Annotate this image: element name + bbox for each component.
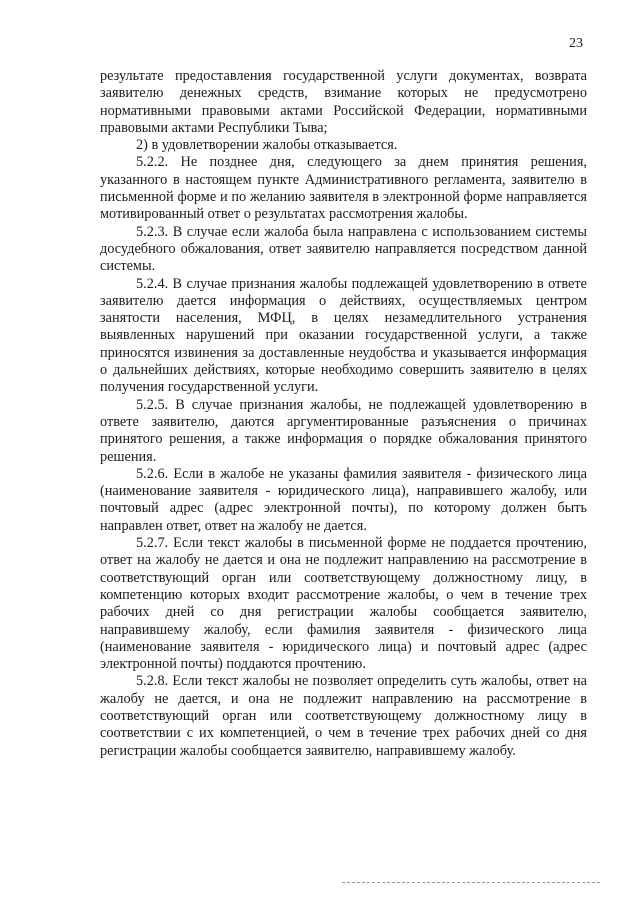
paragraph-refusal: 2) в удовлетворении жалобы отказывается. (136, 137, 398, 154)
paragraph-5-2-7: 5.2.7. Если текст жалобы в письменной форме не поддается прочтению, ответ на жалобу не дается и она не подлежит направлению на рассмотрение в соответствующий орган или соответствующему должностному лицу, в компетенцию которых входит рассмотрение жалобы, о чем в течение трех рабочих дней со дня регистрации жалобы сообщается заявителю, направившему жалобу, если фамилия заявителя - физического лица (наименование заявителя - юридического лица) и почтовый адрес (адрес электронной почты) поддаются прочтению. (100, 535, 587, 673)
paragraph-5-2-8: 5.2.8. Если текст жалобы не позволяет определить суть жалобы, ответ на жалобу не дается, и она не подлежит направлению на рассмотрение в соответствующий орган или соответствующему должностному лицу в соответствии с их компетенцией, о чем в течение трех рабочих дней со дня регистрации жалобы сообщается заявителю, направившему жалобу. (100, 673, 587, 759)
paragraph-5-2-4: 5.2.4. В случае признания жалобы подлежащей удовлетворению в ответе заявителю дается информация о действиях, осуществляемых центром занятости населения, МФЦ, в целях незамедлительного устранения выявленных нарушений при оказании государственной услуги, а также приносятся извинения за доставленные неудобства и указывается информация о дальнейших действиях, которые необходимо совершить заявителю в целях получения государственной услуги. (100, 275, 587, 396)
paragraph-5-2-6: 5.2.6. Если в жалобе не указаны фамилия заявителя - физического лица (наименование заявителя - юридического лица), направившего жалобу, или почтовый адрес (адрес электронной почты), по которому должен быть направлен ответ, ответ на жалобу не дается. (100, 465, 587, 534)
footer-divider (342, 882, 600, 883)
paragraph-continuation: результате предоставления государственной услуги документах, возврата заявителю денежных средств, взимание которых не предусмотрено нормативными правовыми актами Российской Федерации, нормативными правовыми актами Республики Тыва; (100, 68, 587, 136)
paragraph-5-2-2: 5.2.2. Не позднее дня, следующего за днем принятия решения, указанного в настоящем пункте Административного регламента, заявителю в письменной форме и по желанию заявителя в электронной форме направляется мотивированный ответ о результатах рассмотрения жалобы. (100, 154, 587, 223)
document-body (100, 68, 587, 760)
page-number: 23 (569, 36, 583, 51)
paragraph-5-2-5: 5.2.5. В случае признания жалобы, не подлежащей удовлетворению в ответе заявителю, даются аргументированные разъяснения о причинах принятого решения, а также информация о порядке обжалования принятого решения. (100, 396, 587, 465)
paragraph-5-2-3: 5.2.3. В случае если жалоба была направлена с использованием системы досудебного обжалования, ответ заявителю направляется посредством данной системы. (100, 223, 587, 275)
